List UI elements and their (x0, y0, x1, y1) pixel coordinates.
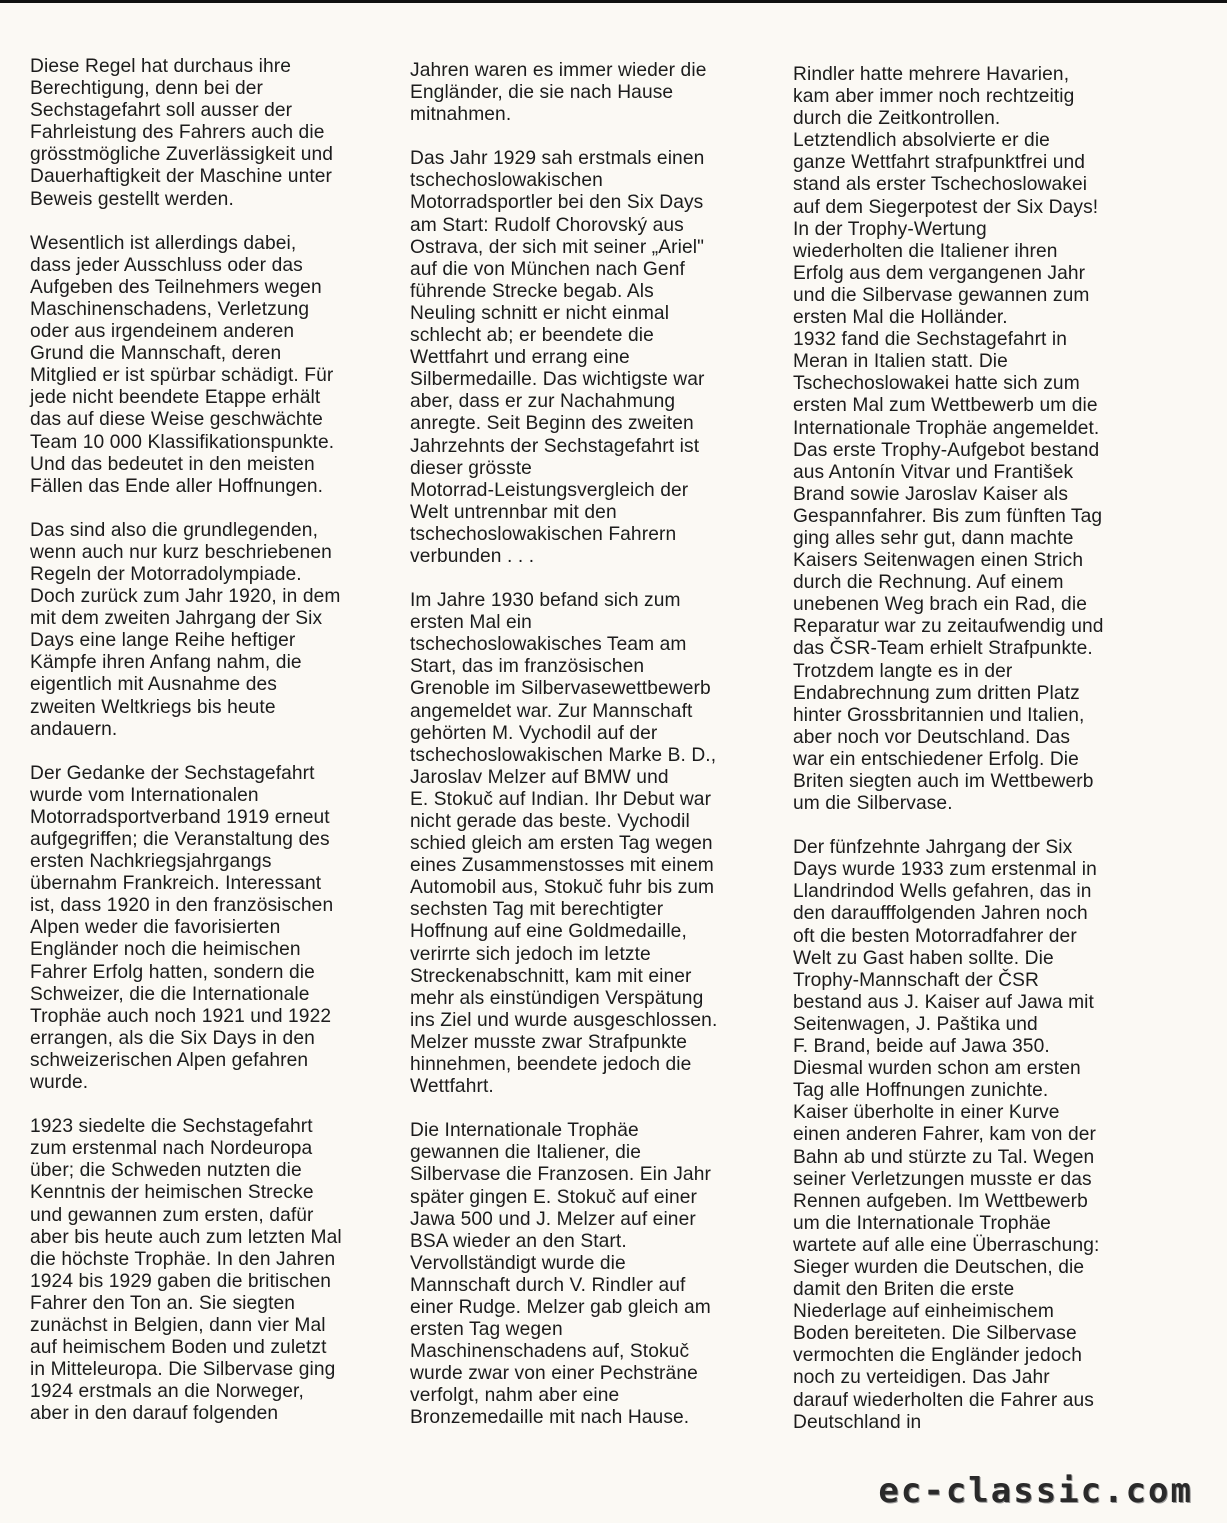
paragraph: Im Jahre 1930 befand sich zum ersten Mal ein tschechoslowakisches Team am Start, das im französischen Grenoble im Silbervasewettbewerb angemeldet war. Zur Mannschaft gehörten M. Vychodil auf der tschechoslowakischen Marke B. D., Jaroslav Melzer auf BMW und E. Stokuč auf Indian. Ihr Debut war nicht gerade das beste. Vychodil schied gleich am ersten Tag wegen eines Zusammenstosses mit einem Automobil aus, Stokuč fuhr bis zum sechsten Tag mit berechtigter Hoffnung auf eine Goldmedaille, verirrte sich jedoch im letzte Streckenabschnitt, kam mit einer mehr als einstündigen Verspätung ins Ziel und wurde ausgeschlossen. Melzer musste zwar Strafpunkte hinnehmen, beendete jedoch die Wettfahrt. (410, 590, 718, 1098)
paragraph: Der Gedanke der Sechstagefahrt wurde vom Internationalen Motorradsportverband 1919 erneut aufgegriffen; die Veranstaltung des ersten Nachkriegsjahrgangs übernahm Frankreich. Interessant ist, dass 1920 in den französischen Alpen weder die favorisierten Engländer noch die heimischen Fahrer Erfolg hatten, sondern die Schweizer, die die Internationale Trophäe auch noch 1921 und 1922 errangen, als die Six Days in den schweizerischen Alpen gefahren wurde. (30, 762, 334, 1094)
text-column-2 (410, 60, 774, 1452)
paragraph: Das sind also die grundlegenden, wenn auch nur kurz beschriebenen Regeln der Motorradolympiade. Doch zurück zum Jahr 1920, in dem mit dem zweiten Jahrgang der Six Days eine lange Reihe heftiger Kämpfe ihren Anfang nahm, die eigentlich mit Ausnahme des zweiten Weltkriegs bis heute andauern. (30, 519, 341, 740)
paragraph: Der fünfzehnte Jahrgang der Six Days wurde 1933 zum erstenmal in Llandrindod Wells gefahren, das in den daraufffolgenden Jahren noch oft die besten Motorradfahrer der Welt zu Gast haben sollte. Die Trophy-Mannschaft der ČSR bestand aus J. Kaiser auf Jawa mit Seitenwagen, J. Paštika und F. Brand, beide auf Jawa 350. Diesmal wurden schon am ersten Tag alle Hoffnungen zunichte. Kaiser überholte in einer Kurve einen anderen Fahrer, kam von der Bahn ab und stürzte zu Tal. Wegen seiner Verletzungen musste er das Rennen aufgeben. Im Wettbewerb um die Internationale Trophäe wartete auf alle eine Überraschung: Sieger wurden die Deutschen, die damit den Briten die erste Niederlage auf einheimischem Boden bereiteten. Die Silbervase vermochten die Engländer jedoch noch zu verteidigen. Das Jahr darauf wiederholten die Fahrer aus Deutschland in (793, 837, 1100, 1433)
text-column-3 (793, 64, 1153, 1456)
paragraph: Rindler hatte mehrere Havarien, kam aber immer noch rechtzeitig durch die Zeitkontrollen. Letztendlich absolvierte er die ganze Wettfahrt strafpunktfrei und stand als erster Tschechoslowakei auf dem Siegerpotest der Six Days! In der Trophy-Wertung wiederholten die Italiener ihren Erfolg aus dem vergangenen Jahr und die Silbervase gewannen zum ersten Mal die Holländer. 1932 fand die Sechstagefahrt in Meran in Italien statt. Die Tschechoslowakei hatte sich zum ersten Mal zum Wettbewerb um die Internationale Trophäe angemeldet. Das erste Trophy-Aufgebot bestand aus Antonín Vitvar und František Brand sowie Jaroslav Kaiser als Gespannfahrer. Bis zum fünften Tag ging alles sehr gut, dann machte Kaisers Seitenwagen einen Strich durch die Rechnung. Auf einem unebenen Weg brach ein Rad, die Reparatur war zu zeitaufwendig und das ČSR-Team erhielt Strafpunkte. Trotzdem langte es in der Endabrechnung zum dritten Platz hinter Grossbritannien und Italien, aber noch vor Deutschland. Das war ein entschiedener Erfolg. Die Briten siegten auch im Wettbewerb um die Silbervase. (793, 64, 1104, 815)
top-border (0, 0, 1227, 3)
text-column-1 (30, 56, 390, 1447)
paragraph: Diese Regel hat durchaus ihre Berechtigung, denn bei der Sechstagefahrt soll ausser der Fahrleistung des Fahrers auch die grösstmögliche Zuverlässigkeit und Dauerhaftigkeit der Maschine unter Beweis gestellt werden. (30, 56, 334, 210)
paragraph: Die Internationale Trophäe gewannen die Italiener, die Silbervase die Franzosen. Ein Jahr später gingen E. Stokuč auf einer Jawa 500 und J. Melzer auf einer BSA wieder an den Start. Vervollständigt wurde die Mannschaft durch V. Rindler auf einer Rudge. Melzer gab gleich am ersten Tag wegen Maschinenschadens auf, Stokuč wurde zwar von einer Pechsträne verfolgt, nahm aber eine Bronzemedaille mit nach Hause. (410, 1120, 711, 1429)
paragraph: Jahren waren es immer wieder die Engländer, die sie nach Hause mitnahmen. (410, 60, 707, 126)
paragraph: Das Jahr 1929 sah erstmals einen tschechoslowakischen Motorradsportler bei den Six Days am Start: Rudolf Chorovský aus Ostrava, der sich mit seiner „Ariel" auf die von München nach Genf führende Strecke begab. Als Neuling schnitt er nicht einmal schlecht ab; er beendete die Wettfahrt und errang eine Silbermedaille. Das wichtigste war aber, dass er zur Nachahmung anregte. Seit Beginn des zweiten Jahrzehnts der Sechstagefahrt ist dieser grösste Motorrad-Leistungsvergleich der Welt untrennbar mit den tschechoslowakischen Fahrern verbunden . . . (410, 148, 705, 567)
watermark: ec-classic.com (878, 1471, 1193, 1511)
paragraph: Wesentlich ist allerdings dabei, dass jeder Ausschluss oder das Aufgeben des Teilnehmers wegen Maschinenschadens, Verletzung oder aus irgendeinem anderen Grund die Mannschaft, deren Mitglied er ist spürbar schädigt. Für jede nicht beendete Etappe erhält das auf diese Weise geschwächte Team 10 000 Klassifikationspunkte. Und das bedeutet in den meisten Fällen das Ende aller Hoffnungen. (30, 232, 335, 497)
paragraph: 1923 siedelte die Sechstagefahrt zum erstenmal nach Nordeuropa über; die Schweden nutzten die Kenntnis der heimischen Strecke und gewannen zum ersten, dafür aber bis heute auch zum letzten Mal die höchste Trophäe. In den Jahren 1924 bis 1929 gaben die britischen Fahrer den Ton an. Sie siegten zunächst in Belgien, dann vier Mal auf heimischem Boden und zuletzt in Mitteleuropa. Die Silbervase ging 1924 erstmals an die Norweger, aber in den darauf folgenden (30, 1116, 342, 1425)
